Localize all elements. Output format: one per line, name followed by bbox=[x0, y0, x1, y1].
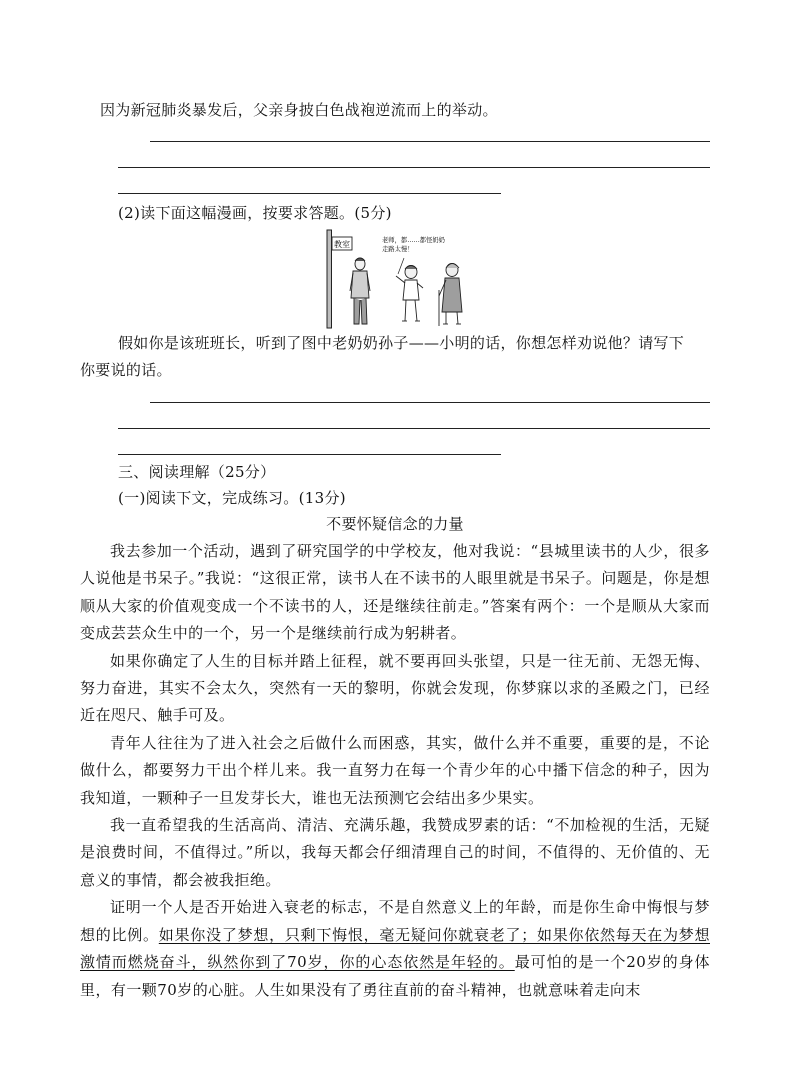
article-paragraph: 我一直希望我的生活高尚、清洁、充满乐趣，我赞成罗素的话：“不加检视的生活，无疑是浪费时间，不值得过。”所以，我每天都会仔细清理自己的时间，不值得的、无价值的、无意义的事情，都会被我拒绝。 bbox=[80, 816, 710, 889]
q2-heading: (2)读下面这幅漫画，按要求答题。(5分) bbox=[118, 204, 392, 222]
article-body bbox=[80, 538, 710, 1004]
comic-svg bbox=[326, 228, 474, 330]
section3-subheading: (一)阅读下文，完成练习。(13分) bbox=[118, 489, 346, 507]
underlined-sentence: 如果你没了梦想，只剩下悔恨，毫无疑问你就衰老了；如果你依然每天在为梦想激情而燃烧奋斗，纵然你到了70岁，你的心态依然是年轻的。 bbox=[80, 925, 710, 972]
answer-line[interactable] bbox=[118, 193, 501, 194]
grandma-figure bbox=[439, 264, 462, 327]
answer-line[interactable] bbox=[150, 402, 710, 403]
door-frame bbox=[327, 230, 332, 328]
speech-pointer bbox=[398, 258, 404, 274]
article-paragraph: 我去参加一个活动，遇到了研究国学的中学校友，他对我说：“县城里读书的人少，很多人说他是书呆子。”我说：“这很正常，读书人在不读书的人眼里就是书呆子。问题是，你是想顺从大家的价值观变成一个不读书的人，还是继续往前走。”答案有两个：一个是顺从大家而变成芸芸众生中的一个，另一个是继续前行成为躬耕者。 bbox=[80, 542, 710, 643]
article-title: 不要怀疑信念的力量 bbox=[326, 515, 464, 533]
q1-prompt: 因为新冠肺炎暴发后，父亲身披白色战袍逆流而上的举动。 bbox=[100, 101, 498, 119]
answer-line[interactable] bbox=[118, 454, 501, 455]
comic-illustration bbox=[326, 228, 474, 330]
section3-heading: 三、阅读理解（25分） bbox=[118, 463, 276, 481]
q2-prompt-line-2: 你要说的话。 bbox=[80, 361, 172, 379]
q2-prompt-line-1: 假如你是该班班长，听到了图中老奶奶孙子——小明的话，你想怎样劝说他？请写下 bbox=[118, 334, 685, 352]
article-paragraph bbox=[80, 894, 710, 1004]
article-paragraph: 如果你确定了人生的目标并踏上征程，就不要再回头张望，只是一往无前、无怨无悔、努力奋进，其实不会太久，突然有一天的黎明，你就会发现，你梦寐以求的圣殿之门，已经近在咫尺、触手可及。 bbox=[80, 651, 710, 725]
boy-figure bbox=[396, 266, 423, 322]
answer-line[interactable] bbox=[150, 141, 710, 142]
speech-line-1: 老师，都……都怪奶奶 bbox=[382, 237, 445, 244]
teacher-figure bbox=[350, 258, 370, 324]
answer-line[interactable] bbox=[118, 167, 710, 168]
article-paragraph: 青年人往往为了进入社会之后做什么而困惑，其实，做什么并不重要，重要的是，不论做什么，都要努力干出个样儿来。我一直努力在每一个青少年的心中播下信念的种子，因为我知道，一颗种子一旦发芽长大，谁也无法预测它会结出多少果实。 bbox=[80, 733, 710, 807]
answer-line[interactable] bbox=[118, 428, 710, 429]
para5-tail: 最可怕的是一个20岁的身体里，有一颗70岁的心脏。人生如果没有了勇往直前的奋斗精神，也就意味着走向末 bbox=[80, 953, 710, 999]
speech-line-2: 走路太慢！ bbox=[382, 246, 414, 253]
para5-lead: 证明一个人是否开始进入衰老的标志，不是自然意义上的年龄，而是你生命中悔恨与梦想的比例。 bbox=[80, 898, 710, 944]
classroom-sign: 教室 bbox=[334, 240, 350, 249]
